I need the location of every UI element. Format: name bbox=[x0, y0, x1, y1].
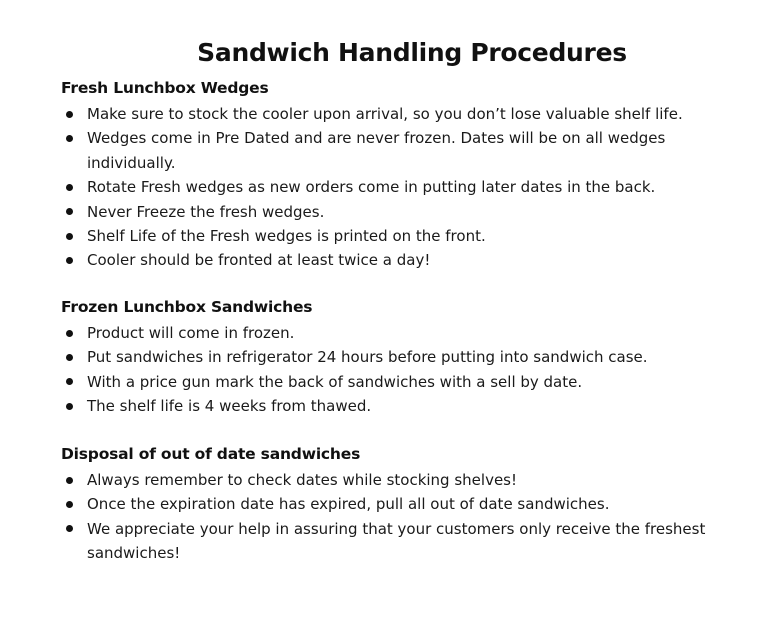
bullet-icon bbox=[66, 525, 73, 532]
list-item-text: Put sandwiches in refrigerator 24 hours before putting into sandwich case. bbox=[87, 348, 648, 367]
list-item bbox=[61, 370, 731, 394]
section-heading: Disposal of out of date sandwiches bbox=[61, 445, 361, 463]
bullet-icon bbox=[66, 111, 73, 118]
bullet-icon bbox=[66, 233, 73, 240]
list-item bbox=[61, 468, 731, 492]
bullet-icon bbox=[66, 330, 73, 337]
list-item-text: Wedges come in Pre Dated and are never frozen. Dates will be on all wedges individually. bbox=[87, 129, 666, 172]
list-item bbox=[61, 175, 731, 199]
bullet-icon bbox=[66, 184, 73, 191]
list-item bbox=[61, 224, 731, 248]
section-frozen-lunchbox-sandwiches bbox=[61, 297, 731, 419]
section-heading: Frozen Lunchbox Sandwiches bbox=[61, 298, 313, 316]
bullet-icon bbox=[66, 501, 73, 508]
bullet-icon bbox=[66, 135, 73, 142]
list-item bbox=[61, 102, 731, 126]
bullet-icon bbox=[66, 477, 73, 484]
section-disposal-of-out-of-date-sandwiches bbox=[61, 444, 731, 566]
bullet-list bbox=[61, 102, 731, 273]
list-item bbox=[61, 394, 731, 418]
list-item-text: Cooler should be fronted at least twice a day! bbox=[87, 251, 431, 270]
list-item bbox=[61, 492, 731, 516]
list-item-text: Make sure to stock the cooler upon arrival, so you don’t lose valuable shelf life. bbox=[87, 105, 683, 123]
list-item-text: Product will come in frozen. bbox=[87, 324, 295, 342]
list-item bbox=[61, 321, 731, 345]
list-item-text: Once the expiration date has expired, pull all out of date sandwiches. bbox=[87, 495, 610, 514]
list-item bbox=[61, 248, 731, 272]
page-title: Sandwich Handling Procedures bbox=[197, 38, 627, 67]
bullet-list bbox=[61, 321, 731, 419]
list-item-text: The shelf life is 4 weeks from thawed. bbox=[87, 397, 372, 416]
list-item-text: Rotate Fresh wedges as new orders come in putting later dates in the back. bbox=[87, 178, 656, 197]
bullet-icon bbox=[66, 378, 73, 385]
bullet-list bbox=[61, 468, 731, 566]
section-heading: Fresh Lunchbox Wedges bbox=[61, 79, 269, 97]
bullet-icon bbox=[66, 208, 73, 215]
bullet-icon bbox=[66, 403, 73, 410]
list-item bbox=[61, 126, 731, 175]
list-item-text: Shelf Life of the Fresh wedges is printed on the front. bbox=[87, 227, 486, 246]
list-item-text: With a price gun mark the back of sandwiches with a sell by date. bbox=[87, 372, 583, 391]
list-item-text: Never Freeze the fresh wedges. bbox=[87, 202, 325, 221]
list-item-text: Always remember to check dates while stocking shelves! bbox=[87, 471, 517, 489]
list-item bbox=[61, 517, 731, 566]
bullet-icon bbox=[66, 257, 73, 264]
section-fresh-lunchbox-wedges bbox=[61, 78, 731, 273]
list-item-text: We appreciate your help in assuring that your customers only receive the freshest sandwiches! bbox=[87, 519, 706, 563]
bullet-icon bbox=[66, 354, 73, 361]
list-item bbox=[61, 345, 731, 369]
list-item bbox=[61, 200, 731, 224]
